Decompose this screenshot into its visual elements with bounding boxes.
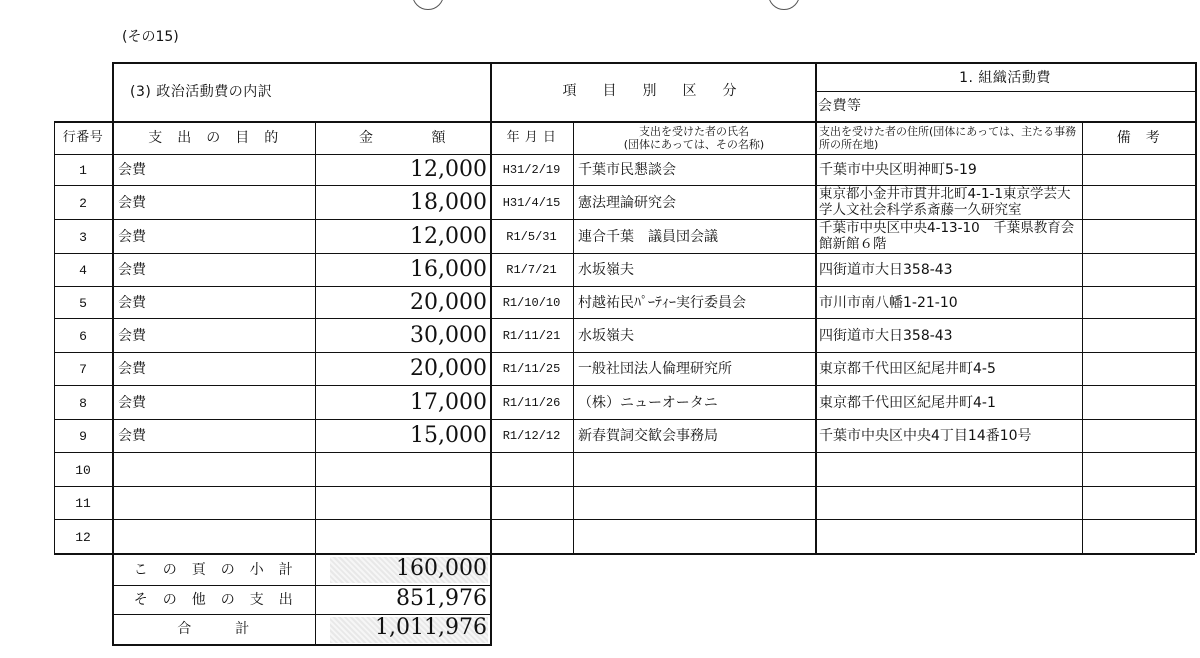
total-label: 合 計 [177, 621, 250, 637]
col-header-purpose: 支 出 の 目 的 [148, 130, 279, 146]
subtotal-label: こ の 頁 の 小 計 [133, 562, 294, 578]
row-payee-address: 千葉市中央区中央4-13-10 千葉県教育会館新館６階 [819, 220, 1075, 252]
row-date: H31/4/15 [502, 196, 561, 210]
row-number: 7 [79, 362, 87, 377]
row-payee-address: 市川市南八幡1-21-10 [819, 295, 958, 311]
row-payee-name: 憲法理論研究会 [578, 195, 676, 211]
row-amount: 16,000 [410, 257, 487, 282]
rule [112, 62, 1195, 64]
row-purpose: 会費 [118, 262, 146, 278]
rule [815, 91, 1195, 92]
row-date: R1/10/10 [502, 296, 561, 310]
other-expense-label: そ の 他 の 支 出 [133, 592, 294, 608]
row-amount: 30,000 [410, 323, 487, 348]
row-number: 5 [79, 296, 87, 311]
row-payee-name: 連合千葉 議員団会議 [578, 229, 718, 245]
punch-hole-mark [768, 0, 800, 10]
section-title: (3) 政治活動費の内訳 [130, 84, 273, 100]
subcategory: 会費等 [818, 98, 862, 114]
row-number: 4 [79, 263, 87, 278]
row-purpose: 会費 [118, 195, 146, 211]
row-number: 1 [79, 163, 87, 178]
row-payee-name: （株）ニューオータニ [578, 395, 718, 411]
row-number: 9 [79, 429, 87, 444]
row-payee-name: 水坂嶺夫 [578, 262, 634, 278]
row-date: R1/11/21 [502, 329, 561, 343]
row-number: 3 [79, 230, 87, 245]
row-date: R1/12/12 [502, 429, 561, 443]
row-purpose: 会費 [118, 328, 146, 344]
row-payee-name: 水坂嶺夫 [578, 328, 634, 344]
row-purpose: 会費 [118, 229, 146, 245]
row-amount: 20,000 [410, 356, 487, 381]
col-header-date: 年 月 日 [506, 130, 557, 145]
row-purpose: 会費 [118, 162, 146, 178]
row-payee-name: 一般社団法人倫理研究所 [578, 361, 732, 377]
row-date: R1/7/21 [506, 263, 557, 277]
row-number: 6 [79, 329, 87, 344]
row-date: R1/11/25 [502, 362, 561, 376]
row-amount: 18,000 [410, 190, 487, 215]
row-payee-address: 千葉市中央区中央4丁目14番10号 [819, 428, 1032, 444]
row-payee-name: 村越祐民ﾊﾟｰﾃｨｰ実行委員会 [578, 295, 746, 311]
category-name: 1. 組織活動費 [959, 70, 1051, 86]
row-purpose: 会費 [118, 428, 146, 444]
row-number: 2 [79, 196, 87, 211]
page-number: (その15) [122, 29, 179, 45]
other-expense-value: 851,976 [396, 586, 487, 611]
row-date: R1/5/31 [506, 230, 557, 244]
col-header-row-no: 行番号 [62, 130, 104, 145]
rule [54, 154, 1195, 155]
row-amount: 12,000 [410, 157, 487, 182]
row-amount: 15,000 [410, 423, 487, 448]
row-payee-name: 新春賀詞交歓会事務局 [578, 428, 718, 444]
col-header-payee-name: 支出を受けた者の氏名 (団体にあっては、その名称) [623, 125, 765, 151]
rule [54, 121, 1195, 123]
col-header-payee-address: 支出を受けた者の住所(団体にあっては、主たる事務所の所在地) [819, 125, 1077, 151]
row-payee-address: 東京都小金井市貫井北町4-1-1東京学芸大学人文社会科学系斎藤一久研究室 [819, 186, 1071, 218]
subtotal-value: 160,000 [396, 556, 487, 581]
row-amount: 12,000 [410, 224, 487, 249]
row-purpose: 会費 [118, 361, 146, 377]
row-number: 12 [75, 530, 91, 545]
row-payee-address: 四街道市大日358-43 [819, 262, 953, 278]
row-date: R1/11/26 [502, 396, 561, 410]
row-payee-address: 四街道市大日358-43 [819, 328, 953, 344]
row-amount: 20,000 [410, 290, 487, 315]
row-number: 10 [75, 463, 91, 478]
category-header: 項 目 別 区 分 [562, 83, 743, 99]
row-date: H31/2/19 [502, 163, 561, 177]
row-amount: 17,000 [410, 390, 487, 415]
row-payee-address: 東京都千代田区紀尾井町4-1 [819, 395, 996, 411]
row-payee-name: 千葉市民懇談会 [578, 162, 676, 178]
row-purpose: 会費 [118, 395, 146, 411]
col-header-remarks: 備 考 [1116, 130, 1161, 146]
col-header-amount: 金 額 [359, 130, 446, 146]
punch-hole-mark [412, 0, 444, 10]
row-number: 8 [79, 396, 87, 411]
row-payee-address: 千葉市中央区明神町5-19 [819, 162, 977, 178]
row-number: 11 [75, 496, 91, 511]
total-value: 1,011,976 [375, 615, 487, 640]
row-purpose: 会費 [118, 295, 146, 311]
row-payee-address: 東京都千代田区紀尾井町4-5 [819, 361, 996, 377]
